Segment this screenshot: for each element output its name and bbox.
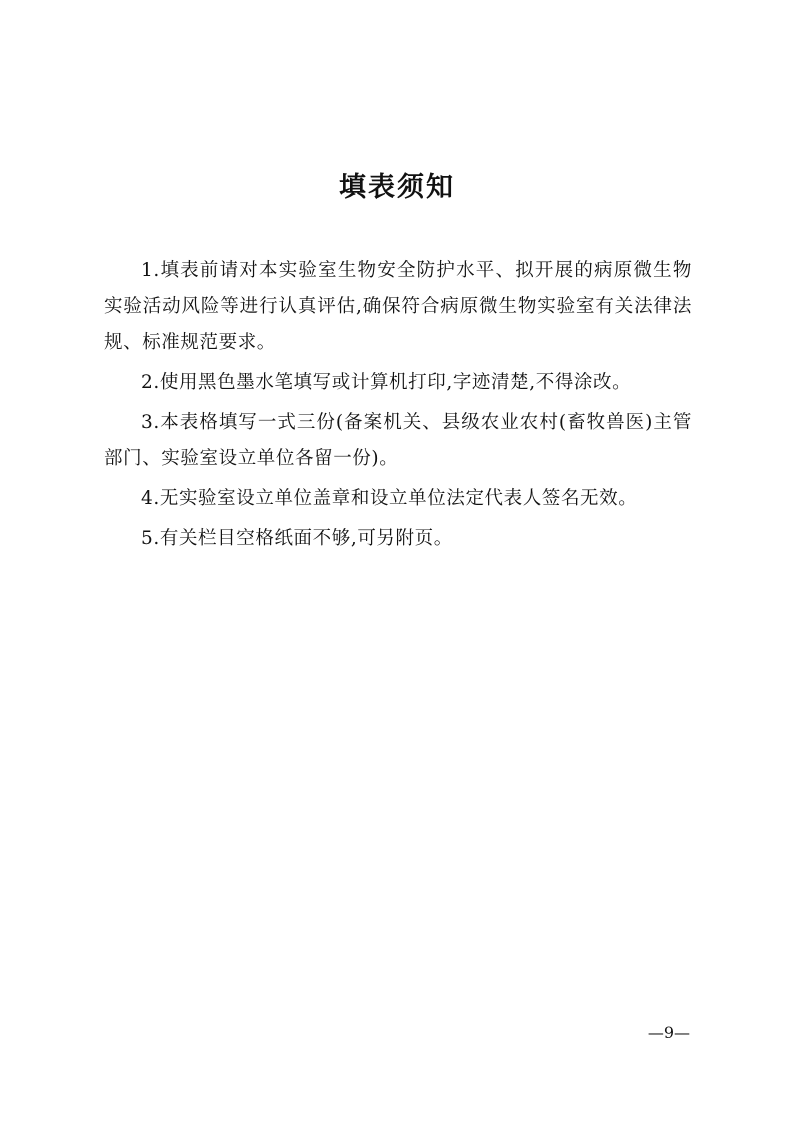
instructions-list	[104, 253, 692, 561]
instruction-item-5: 5.有关栏目空格纸面不够,可另附页。	[141, 528, 453, 549]
instruction-item-2: 2.使用黑色墨水笔填写或计算机打印,字迹清楚,不得涂改。	[141, 372, 632, 393]
page-number: —9—	[647, 1023, 690, 1042]
instruction-item-1: 1.填表前请对本实验室生物安全防护水平、拟开展的病原微生物实验活动风险等进行认真评估,确保符合病原微生物实验室有关法律法规、标准规范要求。	[104, 260, 692, 353]
instruction-item-3: 3.本表格填写一式三份(备案机关、县级农业农村(畜牧兽医)主管部门、实验室设立单位各留一份)。	[104, 412, 692, 469]
instruction-item-4: 4.无实验室设立单位盖章和设立单位法定代表人签名无效。	[141, 488, 638, 509]
page-title: 填表须知	[339, 172, 455, 203]
